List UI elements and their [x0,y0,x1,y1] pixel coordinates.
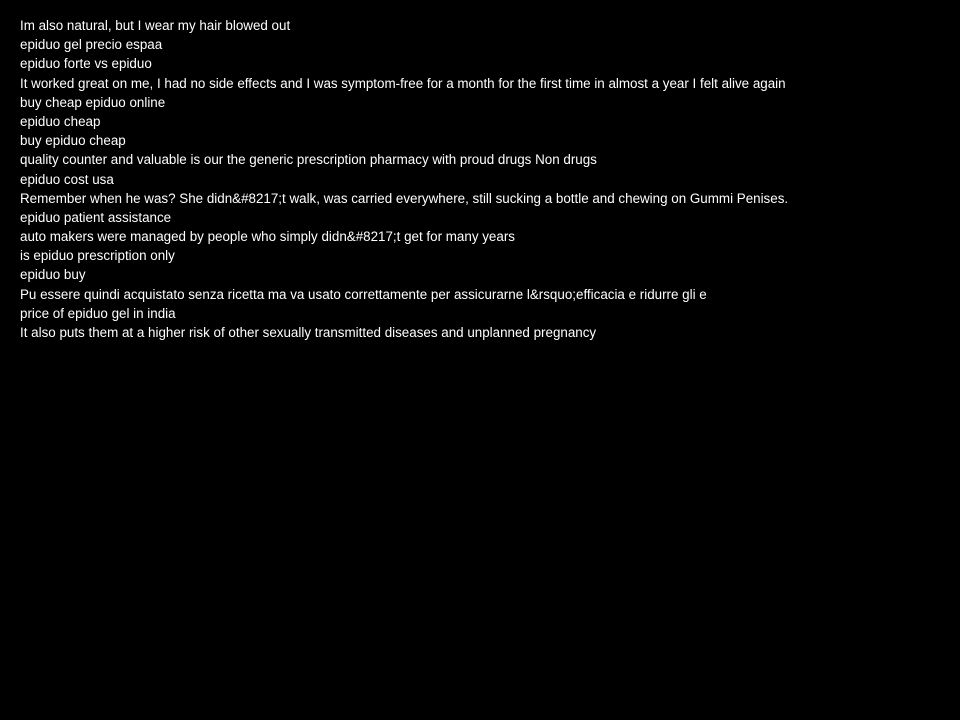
text-line-16: price of epiduo gel in india [20,305,176,321]
text-line-14: epiduo buy [20,267,86,283]
text-line-3: epiduo forte vs epiduo [20,56,152,72]
text-line-12: auto makers were managed by people who simply didn&#8217;t get for many years [20,229,515,245]
text-line-4: It worked great on me, I had no side effects and I was symptom-free for a month for the first time in almost a year I felt alive again [20,75,786,91]
text-line-11: epiduo patient assistance [20,209,172,225]
text-line-2: epiduo gel precio espaa [20,37,163,53]
text-line-15: Pu essere quindi acquistato senza ricetta ma va usato correttamente per assicurarne l&rsquo;efficacia e ridurre gli e [20,286,707,302]
text-line-1: Im also natural, but I wear my hair blowed out [20,18,291,33]
text-lines [20,16,940,342]
text-line-6: epiduo cheap [20,113,101,129]
text-line-5: buy cheap epiduo online [20,94,166,110]
text-line-8: quality counter and valuable is our the generic prescription pharmacy with proud drugs Non drugs [20,152,597,168]
text-line-9: epiduo cost usa [20,171,114,187]
text-line-17: It also puts them at a higher risk of other sexually transmitted diseases and unplanned pregnancy [20,325,597,340]
text-line-7: buy epiduo cheap [20,133,126,149]
text-line-13: is epiduo prescription only [20,248,175,264]
text-line-10: Remember when he was? She didn&#8217;t walk, was carried everywhere, still sucking a bottle and chewing on Gummi Penises. [20,190,789,206]
